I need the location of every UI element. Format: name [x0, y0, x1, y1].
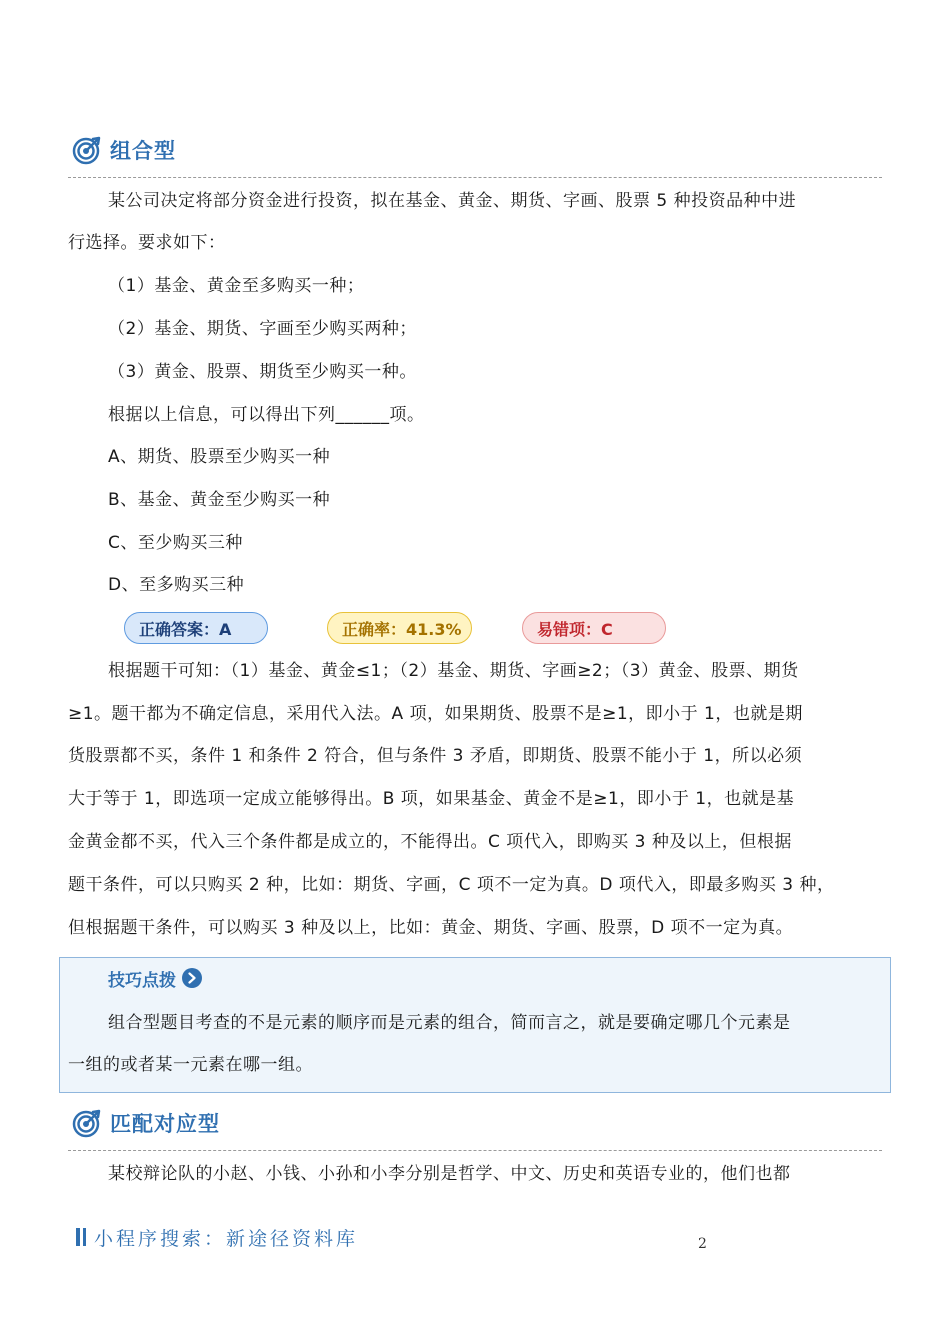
explanation-line-1: 根据题干可知：（1）基金、黄金≤1；（2）基金、期货、字画≥2；（3）黄金、股票、期货 — [108, 661, 799, 681]
tip-title: 技巧点拨 — [108, 970, 176, 991]
condition-1: （1）基金、黄金至多购买一种； — [108, 276, 365, 296]
chevron-right-icon — [182, 968, 202, 988]
target-icon — [72, 1108, 102, 1138]
condition-2: （2）基金、期货、字画至少购买两种； — [108, 319, 417, 339]
footer-text: 小程序搜索：新途径资料库 — [94, 1227, 359, 1250]
section-title: 组合型 — [110, 139, 176, 163]
footer-banner — [76, 1224, 358, 1250]
accuracy-rate-badge: 正确率：41.3% — [327, 612, 472, 644]
question-line-1: 某公司决定将部分资金进行投资，拟在基金、黄金、期货、字画、股票 5 种投资品种中进 — [108, 191, 797, 211]
explanation-line-2: ≥1。题干都为不确定信息，采用代入法。A 项，如果期货、股票不是≥1，即小于 1，也就是期 — [68, 704, 803, 724]
tip-line-2: 一组的或者某一元素在哪一组。 — [68, 1055, 313, 1075]
question-line-2: 行选择。要求如下： — [68, 233, 226, 253]
section-divider — [68, 177, 882, 178]
explanation-line-5: 金黄金都不买，代入三个条件都是成立的，不能得出。C 项代入，即购买 3 种及以上，但根据 — [68, 832, 792, 852]
option-d: D、至多购买三种 — [108, 575, 245, 595]
target-icon — [72, 135, 102, 165]
bar-icon — [76, 1228, 86, 1246]
option-b: B、基金、黄金至少购买一种 — [108, 490, 331, 510]
section2-line-1: 某校辩论队的小赵、小钱、小孙和小李分别是哲学、中文、历史和英语专业的，他们也都 — [108, 1164, 791, 1184]
option-c: C、至少购买三种 — [108, 533, 243, 553]
option-a: A、期货、股票至少购买一种 — [108, 447, 331, 467]
section-header-combination — [72, 134, 176, 166]
section-divider — [68, 1150, 882, 1151]
explanation-line-6: 题干条件，可以只购买 2 种，比如：期货、字画，C 项不一定为真。D 项代入，即最多购买 3 种， — [68, 875, 835, 895]
tip-line-1: 组合型题目考查的不是元素的顺序而是元素的组合，简而言之，就是要确定哪几个元素是 — [108, 1013, 791, 1033]
question-prompt: 根据以上信息，可以得出下列______项。 — [108, 405, 425, 425]
section-header-matching — [72, 1107, 220, 1139]
section-title: 匹配对应型 — [110, 1112, 220, 1136]
explanation-line-7: 但根据题干条件，可以购买 3 种及以上，比如：黄金、期货、字画、股票，D 项不一定为真。 — [68, 918, 794, 938]
error-prone-badge: 易错项：C — [522, 612, 666, 644]
explanation-line-4: 大于等于 1，即选项一定成立能够得出。B 项，如果基金、黄金不是≥1，即小于 1，也就是基 — [68, 789, 795, 809]
correct-answer-badge: 正确答案：A — [124, 612, 268, 644]
page-number: 2 — [698, 1236, 707, 1252]
explanation-line-3: 货股票都不买，条件 1 和条件 2 符合，但与条件 3 矛盾，即期货、股票不能小于 1，所以必须 — [68, 746, 803, 766]
condition-3: （3）黄金、股票、期货至少购买一种。 — [108, 362, 417, 382]
tip-header — [108, 965, 202, 991]
